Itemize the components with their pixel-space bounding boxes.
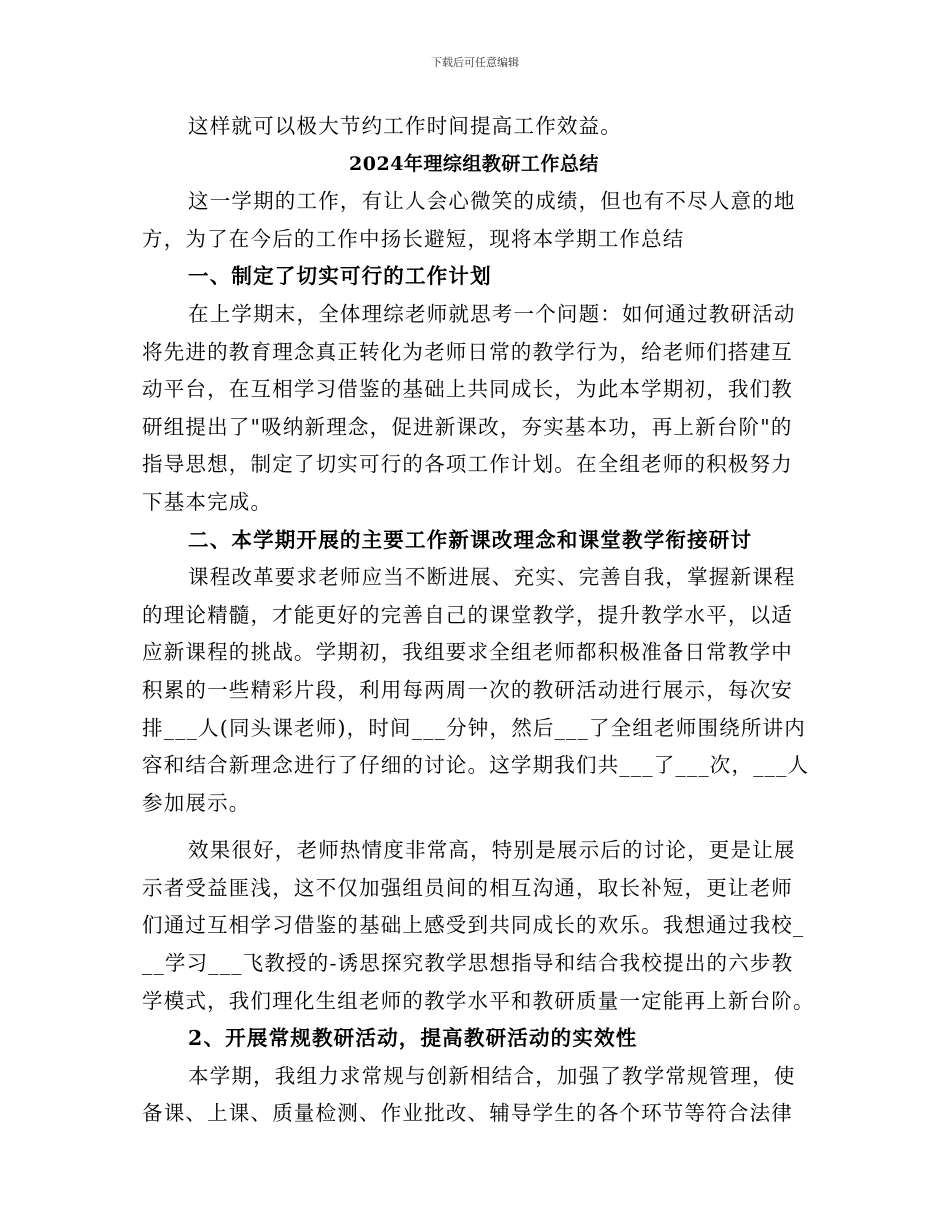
text-line: 应新课程的挑战。学期初，我组要求全组老师都积极准备日常教学中 xyxy=(142,640,793,665)
paragraph-gap xyxy=(142,822,806,832)
section-heading: 一、制定了切实可行的工作计划 xyxy=(188,264,492,289)
text-line: 下基本完成。 xyxy=(142,489,273,514)
section-heading: 2、开展常规教研活动，提高教研活动的实效性 xyxy=(188,1026,638,1051)
section-heading: 二、本学期开展的主要工作新课改理念和课堂教学衔接研讨 xyxy=(188,527,753,552)
text-line: 容和结合新理念进行了仔细的讨论。这学期我们共___了___次，___人 xyxy=(142,753,810,778)
text-line: 排___人(同头课老师)，时间___分钟，然后___了全组老师围绕所讲内 xyxy=(142,715,806,740)
text-line: 课程改革要求老师应当不断进展、充实、完善自我，掌握新课程 xyxy=(188,565,796,590)
text-line: 这一学期的工作，有让人会心微笑的成绩，但也有不尽人意的地 xyxy=(188,189,796,214)
text-line: 将先进的教育理念真正转化为老师日常的教学行为，给老师们搭建互 xyxy=(142,339,793,364)
text-line: 积累的一些精彩片段，利用每两周一次的教研活动进行展示，每次安 xyxy=(142,677,793,702)
text-line: 指导思想，制定了切实可行的各项工作计划。在全组老师的积极努力 xyxy=(142,452,793,477)
text-line: 的理论精髓，才能更好的完善自己的课堂教学，提升教学水平，以适 xyxy=(142,602,793,627)
document-body xyxy=(142,108,815,1133)
page-header: 下载后可任意编辑 xyxy=(431,56,519,69)
text-line: 示者受益匪浅，这不仅加强组员间的相互沟通，取长补短，更让老师 xyxy=(142,875,793,900)
text-line: 在上学期末，全体理综老师就思考一个问题：如何通过教研活动 xyxy=(188,301,796,326)
text-line: 这样就可以极大节约工作时间提高工作效益。 xyxy=(188,114,622,138)
text-line: 参加展示。 xyxy=(142,790,251,815)
text-line: 备课、上课、质量检测、作业批改、辅导学生的各个环节等符合法律 xyxy=(142,1101,793,1126)
text-line: 效果很好，老师热情度非常高，特别是展示后的讨论，更是让展 xyxy=(188,838,796,863)
text-line: 动平台，在互相学习借鉴的基础上共同成长，为此本学期初，我们教 xyxy=(142,377,793,402)
text-line: 方，为了在今后的工作中扬长避短，现将本学期工作总结 xyxy=(142,226,685,251)
text-line: 研组提出了"吸纳新理念，促进新课改，夯实基本功，再上新台阶"的 xyxy=(142,414,793,439)
text-line: 本学期，我组力求常规与创新相结合，加强了教学常规管理，使 xyxy=(188,1063,796,1088)
document-title: 2024年理综组教研工作总结 xyxy=(349,152,599,175)
text-line: __学习___飞教授的-诱思探究教学思想指导和结合我校提出的六步教 xyxy=(142,951,794,976)
text-line: 学模式，我们理化生组老师的教学水平和教研质量一定能再上新台阶。 xyxy=(142,988,815,1013)
text-line: 们通过互相学习借鉴的基础上感受到共同成长的欢乐。我想通过我校_ xyxy=(142,913,805,938)
